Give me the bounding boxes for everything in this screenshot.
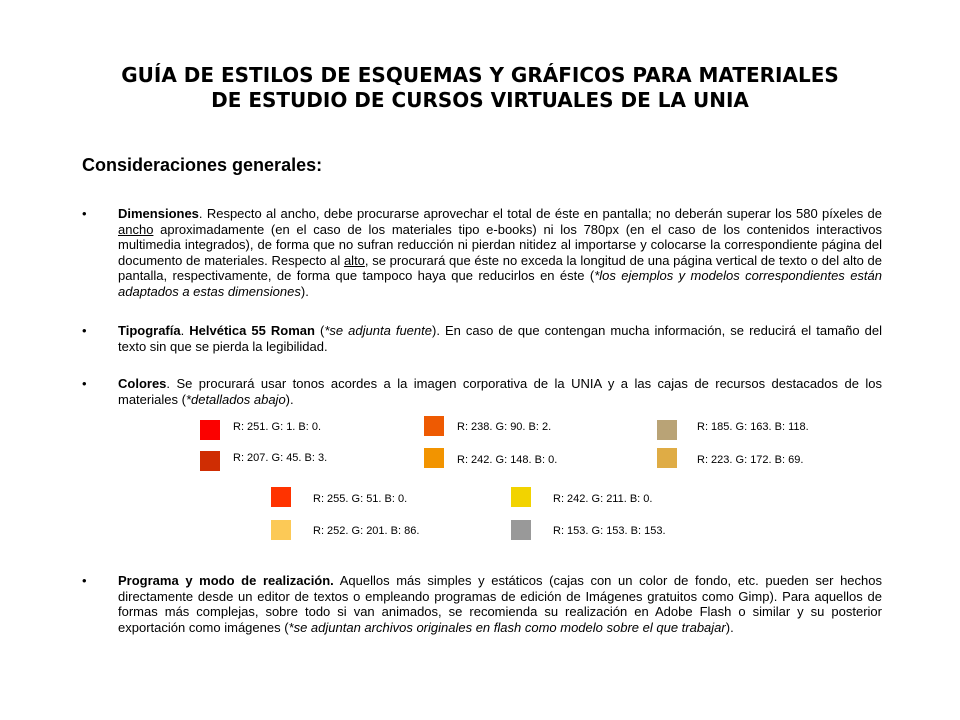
color-swatch: [200, 420, 220, 440]
tipografia-text-1: .: [180, 323, 190, 338]
bullet-tipografia: [82, 323, 882, 354]
tipografia-note: *se adjunta fuente: [324, 323, 432, 338]
bullet-dimensiones: [82, 206, 882, 300]
colores-text-2: ).: [285, 391, 294, 407]
tipografia-font-name: Helvética 55 Roman: [189, 323, 315, 338]
color-label: R: 207. G: 45. B: 3.: [233, 452, 328, 464]
color-label: R: 242. G: 211. B: 0.: [553, 493, 653, 505]
dimensiones-text-3: , se procurará que éste no exceda la longitud de una página vertical de texto o del alto de pantalla, respectivamente, de forma que tampoco haya que reducirlos en éste (: [118, 252, 882, 284]
programa-paragraph: [118, 573, 882, 635]
tipografia-label: Tipografía: [118, 323, 181, 338]
programa-text-1: Aquellos más simples y estáticos (cajas con un color de fondo, etc. pueden ser hechos directamente desde un editor de textos o empleando programas de edición de Imágenes gratuitos como Gimp). Para aquellos de formas más complejas, sobre todo si van animados, se recomienda su realización en Adobe Flash o similar y su posterior exportación como imágenes (: [118, 573, 882, 635]
color-swatch: [424, 448, 444, 468]
dimensiones-text-4: ).: [300, 283, 309, 299]
color-swatch: [511, 487, 531, 507]
dimensiones-text-2: aproximadamente (en el caso de los materiales tipo e-books) ni los 780px (en el caso de los contenidos interactivos multimedia integrados), de forma que no sufran reducción ni pierdan nitidez al importarse y colocarse la correspondiente página del documento de materiales. Respecto al: [118, 221, 882, 268]
dimensiones-paragraph: [118, 206, 882, 300]
programa-label: Programa y modo de realización.: [118, 573, 334, 588]
color-label: R: 251. G: 1. B: 0.: [233, 421, 322, 433]
bullet-marker: •: [82, 323, 87, 338]
dimensiones-label: Dimensiones: [118, 206, 199, 221]
tipografia-text-3: ). En caso de que contengan mucha información, se reducirá el tamaño del texto sin que se pierda la legibilidad.: [118, 323, 882, 354]
color-label: R: 242. G: 148. B: 0.: [457, 454, 558, 466]
tipografia-text-2: (: [314, 323, 325, 338]
color-label: R: 185. G: 163. B: 118.: [697, 421, 809, 433]
color-swatch: [200, 451, 220, 471]
color-swatch: [657, 448, 677, 468]
programa-text-2: ).: [725, 619, 734, 635]
color-label: R: 238. G: 90. B: 2.: [457, 421, 552, 433]
color-swatch: [424, 416, 444, 436]
bullet-marker: •: [82, 206, 87, 221]
color-swatch: [271, 487, 291, 507]
bullet-marker: •: [82, 376, 87, 391]
programa-note: *se adjuntan archivos originales en flash como modelo sobre el que trabajar: [288, 619, 726, 635]
color-label: R: 255. G: 51. B: 0.: [313, 493, 408, 505]
bullet-colores: [82, 376, 882, 407]
dimensiones-text-1: . Respecto al ancho, debe procurarse aprovechar el total de éste en pantalla; no deberán superar los 580 píxeles de: [198, 206, 882, 221]
bullet-programa: [82, 573, 882, 635]
colores-text-1: . Se procurará usar tonos acordes a la imagen corporativa de la UNIA y a las cajas de recursos destacados de los materiales (: [118, 376, 882, 407]
colores-paragraph: [118, 376, 882, 407]
section-heading: Consideraciones generales:: [82, 155, 323, 175]
document-title: [60, 63, 900, 113]
title-line-2: DE ESTUDIO DE CURSOS VIRTUALES DE LA UNIA: [211, 88, 749, 112]
dimensiones-ancho: ancho: [118, 221, 154, 237]
tipografia-paragraph: [118, 323, 882, 354]
dimensiones-note: *los ejemplos y modelos correspondientes están adaptados a estas dimensiones: [118, 268, 882, 299]
color-swatch: [511, 520, 531, 540]
colores-label: Colores: [118, 376, 167, 391]
color-label: R: 252. G: 201. B: 86.: [313, 525, 420, 537]
color-swatch: [657, 420, 677, 440]
bullet-marker: •: [82, 573, 87, 588]
dimensiones-alto: alto: [343, 252, 365, 268]
title-line-1: GUÍA DE ESTILOS DE ESQUEMAS Y GRÁFICOS PARA MATERIALES: [121, 63, 839, 87]
color-label: R: 153. G: 153. B: 153.: [553, 525, 666, 537]
color-swatch: [271, 520, 291, 540]
color-label: R: 223. G: 172. B: 69.: [697, 454, 804, 466]
colores-note: *detallados abajo: [185, 391, 286, 407]
